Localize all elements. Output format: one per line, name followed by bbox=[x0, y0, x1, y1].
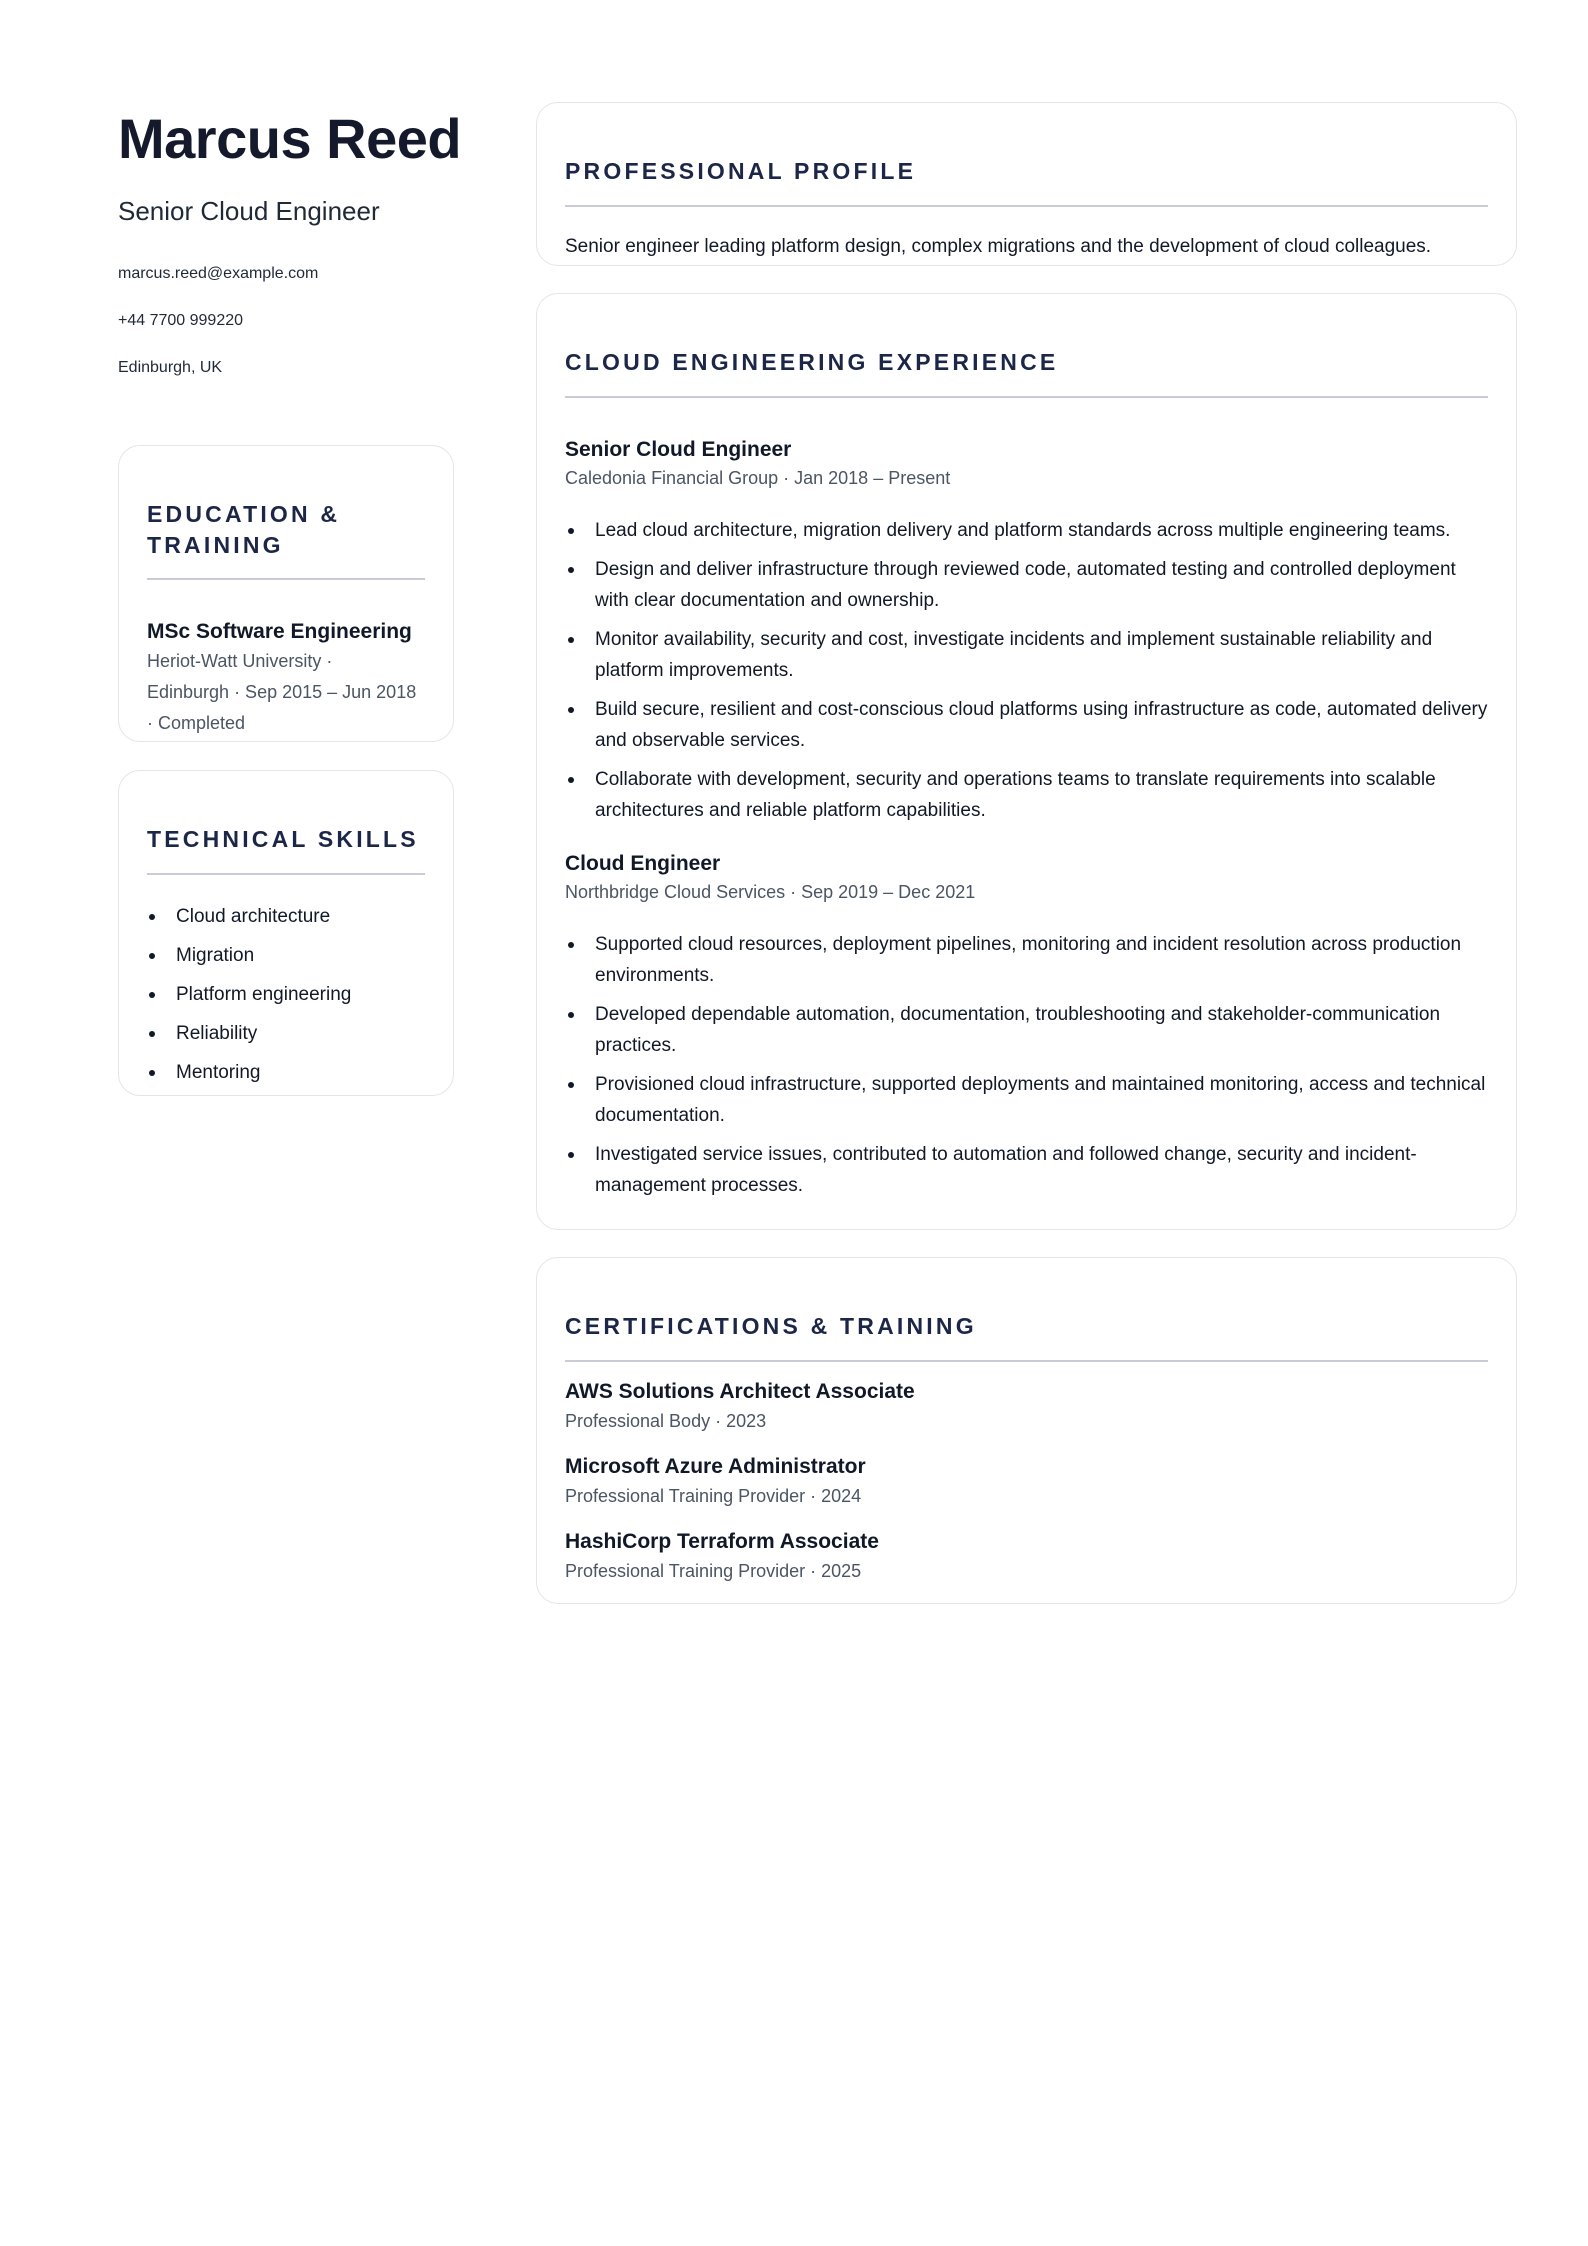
skills-title: TECHNICAL SKILLS bbox=[147, 826, 419, 852]
profile-summary: Senior engineer leading platform design, complex migrations and the development of cloud colleagues. bbox=[565, 236, 1432, 257]
job-bullet: Design and deliver infrastructure through reviewed code, automated testing and controlled deployment with clear documentation and ownership. bbox=[565, 554, 1488, 616]
skill-item: Migration bbox=[147, 942, 425, 969]
email[interactable]: marcus.reed@example.com bbox=[118, 265, 319, 282]
divider bbox=[565, 1360, 1488, 1362]
certifications-card bbox=[536, 1257, 1517, 1604]
degree-meta-line: Edinburgh · Sep 2015 – Jun 2018 bbox=[147, 682, 417, 702]
location: Edinburgh, UK bbox=[118, 359, 223, 376]
education-card bbox=[118, 445, 454, 742]
job-title: Senior Cloud Engineer bbox=[565, 438, 792, 461]
job-meta: Caledonia Financial Group · Jan 2018 – Present bbox=[565, 468, 951, 488]
profile-title: PROFESSIONAL PROFILE bbox=[565, 158, 917, 184]
cert-title: Microsoft Azure Administrator bbox=[565, 1455, 866, 1478]
cert-title: HashiCorp Terraform Associate bbox=[565, 1530, 879, 1553]
cert-meta: Professional Training Provider · 2025 bbox=[565, 1561, 862, 1581]
phone[interactable]: +44 7700 999220 bbox=[118, 312, 244, 329]
job-bullet: Supported cloud resources, deployment pipelines, monitoring and incident resolution across production environments. bbox=[565, 929, 1488, 991]
profile-card bbox=[536, 102, 1517, 266]
cert-meta: Professional Training Provider · 2024 bbox=[565, 1486, 862, 1506]
divider bbox=[147, 873, 425, 875]
degree-meta-line: Heriot-Watt University · bbox=[147, 651, 333, 671]
job-bullet: Investigated service issues, contributed to automation and followed change, security and incident-management processes. bbox=[565, 1139, 1488, 1201]
skill-item: Reliability bbox=[147, 1020, 425, 1047]
job-bullet: Monitor availability, security and cost, investigate incidents and implement sustainable reliability and platform improvements. bbox=[565, 624, 1488, 686]
cert-meta: Professional Body · 2023 bbox=[565, 1411, 767, 1431]
job-bullet: Collaborate with development, security and operations teams to translate requirements into scalable architectures and reliable platform capabilities. bbox=[565, 764, 1488, 826]
divider bbox=[147, 578, 425, 580]
experience-title: CLOUD ENGINEERING EXPERIENCE bbox=[565, 349, 1059, 375]
job-bullet: Developed dependable automation, documentation, troubleshooting and stakeholder-communication practices. bbox=[565, 999, 1488, 1061]
cert-title: AWS Solutions Architect Associate bbox=[565, 1380, 915, 1403]
job-bullet: Lead cloud architecture, migration delivery and platform standards across multiple engineering teams. bbox=[565, 515, 1488, 546]
degree-meta bbox=[147, 646, 425, 739]
header bbox=[118, 100, 462, 378]
certifications-title: CERTIFICATIONS & TRAINING bbox=[565, 1313, 977, 1339]
degree-meta-line: · Completed bbox=[147, 713, 246, 733]
job-bullets bbox=[565, 515, 1488, 826]
skill-item: Cloud architecture bbox=[147, 903, 425, 930]
experience-card bbox=[536, 293, 1517, 1230]
divider bbox=[565, 396, 1488, 398]
job-bullet: Build secure, resilient and cost-conscious cloud platforms using infrastructure as code, automated delivery and observable services. bbox=[565, 694, 1488, 756]
education-title: EDUCATION & TRAINING bbox=[147, 501, 341, 558]
divider bbox=[565, 205, 1488, 207]
skill-item: Mentoring bbox=[147, 1059, 425, 1086]
degree-title: MSc Software Engineering bbox=[147, 620, 412, 643]
skill-item: Platform engineering bbox=[147, 981, 425, 1008]
skills-card bbox=[118, 770, 454, 1096]
job-title: Cloud Engineer bbox=[565, 852, 721, 875]
skills-list bbox=[147, 903, 425, 1086]
job-bullet: Provisioned cloud infrastructure, supported deployments and maintained monitoring, access and technical documentation. bbox=[565, 1069, 1488, 1131]
candidate-name: Marcus Reed bbox=[118, 107, 462, 170]
job-meta: Northbridge Cloud Services · Sep 2019 – Dec 2021 bbox=[565, 882, 976, 902]
candidate-role: Senior Cloud Engineer bbox=[118, 196, 380, 226]
job-bullets bbox=[565, 929, 1488, 1201]
